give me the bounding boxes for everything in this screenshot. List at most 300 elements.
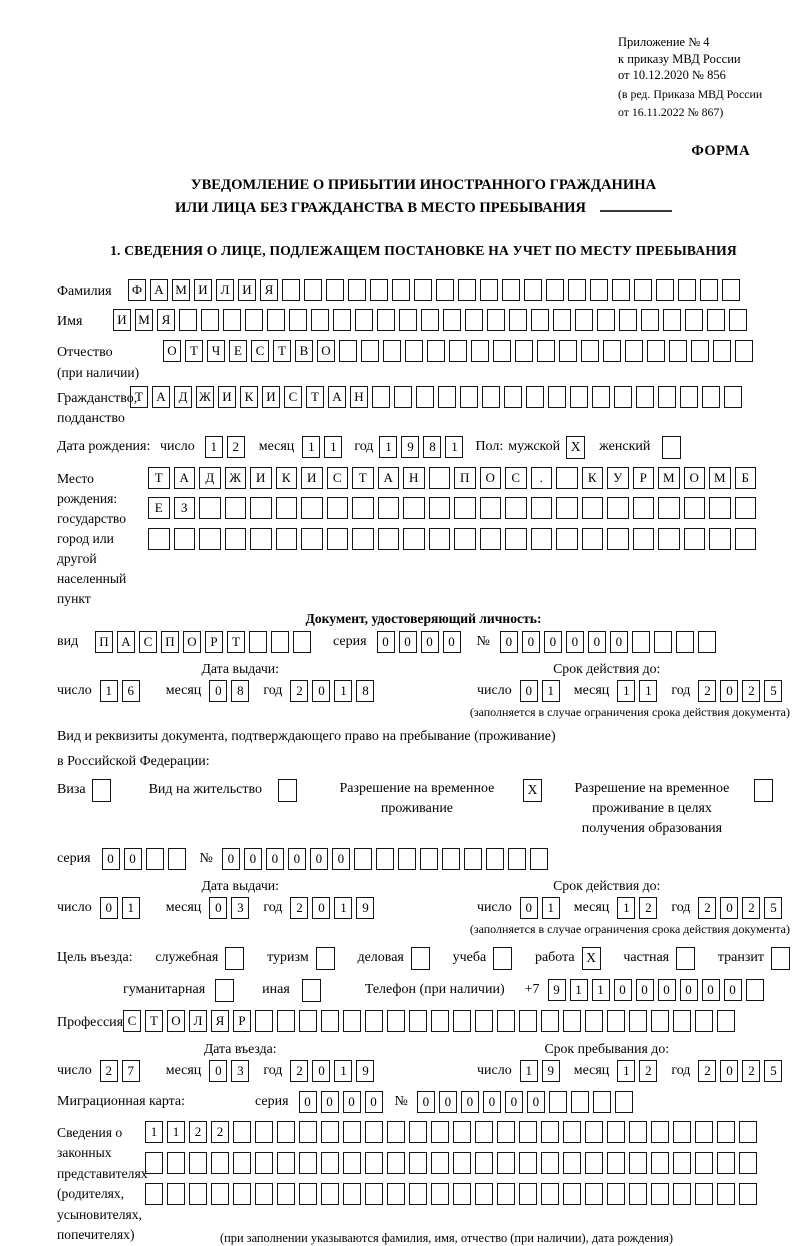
char-cell[interactable]: 6 (122, 680, 140, 702)
char-cell[interactable]: А (150, 279, 168, 301)
char-cell[interactable] (255, 1183, 273, 1205)
char-cell[interactable] (321, 1183, 339, 1205)
char-cell[interactable]: 0 (658, 979, 676, 1001)
char-cell[interactable] (585, 1183, 603, 1205)
char-cell[interactable] (199, 528, 221, 550)
char-cell[interactable] (301, 497, 323, 519)
migration-series-input[interactable] (299, 1091, 387, 1113)
char-cell[interactable] (299, 1121, 317, 1143)
char-cell[interactable] (301, 528, 323, 550)
char-cell[interactable] (722, 279, 740, 301)
char-cell[interactable] (148, 528, 170, 550)
char-cell[interactable]: 8 (231, 680, 249, 702)
char-cell[interactable] (225, 528, 247, 550)
char-cell[interactable] (636, 386, 654, 408)
char-cell[interactable]: 0 (588, 631, 606, 653)
char-cell[interactable] (519, 1121, 537, 1143)
stay-issue-day[interactable] (100, 897, 144, 919)
char-cell[interactable] (339, 340, 357, 362)
char-cell[interactable] (277, 1010, 295, 1032)
char-cell[interactable] (629, 1183, 647, 1205)
char-cell[interactable] (700, 279, 718, 301)
char-cell[interactable] (531, 309, 549, 331)
char-cell[interactable]: О (183, 631, 201, 653)
char-cell[interactable] (409, 1121, 427, 1143)
char-cell[interactable] (549, 1091, 567, 1113)
char-cell[interactable] (392, 279, 410, 301)
char-cell[interactable] (633, 528, 655, 550)
char-cell[interactable] (680, 386, 698, 408)
char-cell[interactable]: 7 (122, 1060, 140, 1082)
char-cell[interactable] (537, 340, 555, 362)
char-cell[interactable] (250, 528, 272, 550)
char-cell[interactable]: 1 (205, 436, 223, 458)
char-cell[interactable] (454, 497, 476, 519)
char-cell[interactable]: З (174, 497, 196, 519)
char-cell[interactable] (475, 1010, 493, 1032)
char-cell[interactable] (651, 1183, 669, 1205)
char-cell[interactable] (607, 1183, 625, 1205)
char-cell[interactable] (556, 528, 578, 550)
doc-kind-input[interactable] (95, 631, 315, 653)
char-cell[interactable] (497, 1010, 515, 1032)
char-cell[interactable]: 3 (231, 1060, 249, 1082)
char-cell[interactable] (378, 528, 400, 550)
char-cell[interactable] (739, 1121, 757, 1143)
char-cell[interactable] (299, 1183, 317, 1205)
char-cell[interactable]: Е (148, 497, 170, 519)
char-cell[interactable] (509, 309, 527, 331)
char-cell[interactable] (365, 1183, 383, 1205)
char-cell[interactable]: И (194, 279, 212, 301)
char-cell[interactable] (709, 528, 731, 550)
char-cell[interactable] (453, 1010, 471, 1032)
char-cell[interactable] (556, 497, 578, 519)
char-cell[interactable]: Т (130, 386, 148, 408)
char-cell[interactable]: 0 (461, 1091, 479, 1113)
char-cell[interactable]: 0 (520, 897, 538, 919)
char-cell[interactable] (249, 631, 267, 653)
char-cell[interactable] (571, 1091, 589, 1113)
char-cell[interactable]: 0 (614, 979, 632, 1001)
char-cell[interactable] (289, 309, 307, 331)
char-cell[interactable] (355, 309, 373, 331)
char-cell[interactable]: 2 (100, 1060, 118, 1082)
char-cell[interactable] (735, 497, 757, 519)
purpose-other-checkbox[interactable] (302, 979, 321, 1002)
char-cell[interactable] (442, 848, 460, 870)
char-cell[interactable] (585, 1121, 603, 1143)
char-cell[interactable] (541, 1010, 559, 1032)
char-cell[interactable] (255, 1121, 273, 1143)
char-cell[interactable]: Т (306, 386, 324, 408)
char-cell[interactable]: И (262, 386, 280, 408)
char-cell[interactable] (431, 1183, 449, 1205)
purpose-study-checkbox[interactable] (493, 947, 512, 970)
char-cell[interactable] (250, 497, 272, 519)
char-cell[interactable] (458, 279, 476, 301)
char-cell[interactable]: 0 (720, 1060, 738, 1082)
char-cell[interactable] (592, 386, 610, 408)
char-cell[interactable] (531, 497, 553, 519)
char-cell[interactable] (465, 309, 483, 331)
char-cell[interactable] (607, 528, 629, 550)
char-cell[interactable]: 0 (417, 1091, 435, 1113)
char-cell[interactable] (702, 386, 720, 408)
char-cell[interactable] (559, 340, 577, 362)
char-cell[interactable] (414, 279, 432, 301)
temp-residence-edu-checkbox[interactable] (754, 779, 773, 802)
char-cell[interactable] (387, 1183, 405, 1205)
char-cell[interactable]: 0 (724, 979, 742, 1001)
char-cell[interactable] (593, 1091, 611, 1113)
char-cell[interactable] (581, 340, 599, 362)
char-cell[interactable]: 1 (324, 436, 342, 458)
char-cell[interactable]: 2 (639, 1060, 657, 1082)
char-cell[interactable] (607, 497, 629, 519)
birth-place-input-row3[interactable] (148, 528, 760, 550)
char-cell[interactable]: . (531, 467, 553, 489)
char-cell[interactable] (619, 309, 637, 331)
char-cell[interactable]: 0 (636, 979, 654, 1001)
char-cell[interactable]: 0 (310, 848, 328, 870)
char-cell[interactable]: Н (350, 386, 368, 408)
char-cell[interactable] (394, 386, 412, 408)
char-cell[interactable]: 0 (332, 848, 350, 870)
char-cell[interactable]: И (218, 386, 236, 408)
char-cell[interactable] (612, 279, 630, 301)
char-cell[interactable] (403, 497, 425, 519)
char-cell[interactable] (233, 1183, 251, 1205)
char-cell[interactable] (245, 309, 263, 331)
char-cell[interactable]: 2 (290, 1060, 308, 1082)
char-cell[interactable]: 0 (520, 680, 538, 702)
char-cell[interactable]: Д (199, 467, 221, 489)
char-cell[interactable]: 1 (592, 979, 610, 1001)
char-cell[interactable] (695, 1121, 713, 1143)
char-cell[interactable]: 0 (702, 979, 720, 1001)
char-cell[interactable]: 9 (548, 979, 566, 1001)
char-cell[interactable]: 0 (377, 631, 395, 653)
char-cell[interactable]: 0 (610, 631, 628, 653)
char-cell[interactable]: Р (233, 1010, 251, 1032)
char-cell[interactable]: 0 (244, 848, 262, 870)
char-cell[interactable] (669, 340, 687, 362)
char-cell[interactable] (421, 309, 439, 331)
char-cell[interactable]: О (167, 1010, 185, 1032)
char-cell[interactable] (563, 1183, 581, 1205)
char-cell[interactable]: 0 (288, 848, 306, 870)
char-cell[interactable]: 0 (720, 680, 738, 702)
char-cell[interactable]: 1 (542, 680, 560, 702)
char-cell[interactable] (449, 340, 467, 362)
char-cell[interactable] (691, 340, 709, 362)
char-cell[interactable] (698, 631, 716, 653)
char-cell[interactable]: 1 (617, 680, 635, 702)
char-cell[interactable] (651, 1121, 669, 1143)
char-cell[interactable] (575, 309, 593, 331)
char-cell[interactable]: Я (157, 309, 175, 331)
char-cell[interactable] (563, 1121, 581, 1143)
purpose-tourism-checkbox[interactable] (316, 947, 335, 970)
char-cell[interactable]: С (251, 340, 269, 362)
char-cell[interactable]: 1 (445, 436, 463, 458)
char-cell[interactable] (735, 340, 753, 362)
char-cell[interactable]: У (607, 467, 629, 489)
char-cell[interactable] (352, 528, 374, 550)
char-cell[interactable] (582, 528, 604, 550)
char-cell[interactable]: 0 (443, 631, 461, 653)
char-cell[interactable] (429, 497, 451, 519)
doc-issue-month[interactable] (209, 680, 253, 702)
char-cell[interactable]: 0 (102, 848, 120, 870)
char-cell[interactable]: 5 (764, 897, 782, 919)
char-cell[interactable] (326, 279, 344, 301)
char-cell[interactable] (333, 309, 351, 331)
char-cell[interactable] (656, 279, 674, 301)
char-cell[interactable] (505, 528, 527, 550)
char-cell[interactable]: Т (352, 467, 374, 489)
char-cell[interactable] (282, 279, 300, 301)
char-cell[interactable] (729, 309, 747, 331)
stay-valid-day[interactable] (520, 897, 564, 919)
char-cell[interactable] (354, 848, 372, 870)
char-cell[interactable] (676, 631, 694, 653)
char-cell[interactable]: 1 (639, 680, 657, 702)
char-cell[interactable] (717, 1121, 735, 1143)
char-cell[interactable]: 1 (379, 436, 397, 458)
char-cell[interactable]: Р (205, 631, 223, 653)
char-cell[interactable]: К (240, 386, 258, 408)
char-cell[interactable]: 9 (356, 897, 374, 919)
char-cell[interactable] (658, 497, 680, 519)
birth-year-input[interactable] (379, 436, 467, 458)
char-cell[interactable]: Д (174, 386, 192, 408)
char-cell[interactable]: 0 (343, 1091, 361, 1113)
char-cell[interactable]: 1 (334, 1060, 352, 1082)
char-cell[interactable] (167, 1183, 185, 1205)
char-cell[interactable]: 9 (542, 1060, 560, 1082)
char-cell[interactable] (277, 1121, 295, 1143)
birth-place-input-row1[interactable] (148, 467, 760, 489)
char-cell[interactable]: 8 (356, 680, 374, 702)
purpose-private-checkbox[interactable] (676, 947, 695, 970)
char-cell[interactable] (673, 1183, 691, 1205)
char-cell[interactable] (629, 1121, 647, 1143)
doc-valid-day[interactable] (520, 680, 564, 702)
char-cell[interactable]: 0 (222, 848, 240, 870)
char-cell[interactable]: 0 (100, 897, 118, 919)
char-cell[interactable]: 1 (122, 897, 140, 919)
char-cell[interactable]: П (454, 467, 476, 489)
char-cell[interactable]: Е (229, 340, 247, 362)
char-cell[interactable] (348, 279, 366, 301)
char-cell[interactable]: 0 (209, 897, 227, 919)
doc-series-input[interactable] (377, 631, 465, 653)
char-cell[interactable] (168, 848, 186, 870)
char-cell[interactable]: 1 (145, 1121, 163, 1143)
char-cell[interactable]: Р (633, 467, 655, 489)
char-cell[interactable]: 0 (209, 680, 227, 702)
char-cell[interactable]: 1 (617, 1060, 635, 1082)
phone-input[interactable] (548, 979, 768, 1001)
char-cell[interactable] (377, 309, 395, 331)
char-cell[interactable] (615, 1091, 633, 1113)
char-cell[interactable]: 5 (764, 680, 782, 702)
char-cell[interactable] (570, 386, 588, 408)
char-cell[interactable]: Т (227, 631, 245, 653)
char-cell[interactable] (508, 848, 526, 870)
char-cell[interactable]: 2 (698, 680, 716, 702)
char-cell[interactable] (383, 340, 401, 362)
stay-until-month[interactable] (617, 1060, 661, 1082)
char-cell[interactable]: 8 (423, 436, 441, 458)
char-cell[interactable] (378, 497, 400, 519)
entry-month[interactable] (209, 1060, 253, 1082)
char-cell[interactable] (454, 528, 476, 550)
char-cell[interactable]: Ф (128, 279, 146, 301)
doc-issue-day[interactable] (100, 680, 144, 702)
char-cell[interactable] (416, 386, 434, 408)
char-cell[interactable] (582, 497, 604, 519)
char-cell[interactable] (464, 848, 482, 870)
char-cell[interactable] (436, 279, 454, 301)
char-cell[interactable]: 0 (209, 1060, 227, 1082)
char-cell[interactable] (343, 1183, 361, 1205)
temp-residence-checkbox[interactable]: X (523, 779, 542, 802)
char-cell[interactable]: Л (216, 279, 234, 301)
char-cell[interactable]: 1 (570, 979, 588, 1001)
char-cell[interactable]: Б (735, 467, 757, 489)
char-cell[interactable] (497, 1183, 515, 1205)
char-cell[interactable] (515, 340, 533, 362)
char-cell[interactable]: С (327, 467, 349, 489)
doc-valid-month[interactable] (617, 680, 661, 702)
char-cell[interactable] (293, 631, 311, 653)
char-cell[interactable] (497, 1121, 515, 1143)
stay-number-input[interactable] (222, 848, 552, 870)
stay-issue-year[interactable] (290, 897, 378, 919)
char-cell[interactable] (553, 309, 571, 331)
stay-valid-month[interactable] (617, 897, 661, 919)
char-cell[interactable] (304, 279, 322, 301)
char-cell[interactable]: 5 (764, 1060, 782, 1082)
char-cell[interactable] (739, 1183, 757, 1205)
char-cell[interactable] (429, 467, 451, 489)
char-cell[interactable] (233, 1121, 251, 1143)
char-cell[interactable] (641, 309, 659, 331)
char-cell[interactable] (530, 848, 548, 870)
char-cell[interactable]: К (582, 467, 604, 489)
char-cell[interactable] (519, 1183, 537, 1205)
char-cell[interactable] (352, 497, 374, 519)
char-cell[interactable]: 1 (334, 680, 352, 702)
char-cell[interactable] (504, 386, 522, 408)
stay-until-day[interactable] (520, 1060, 564, 1082)
char-cell[interactable] (475, 1121, 493, 1143)
char-cell[interactable] (486, 848, 504, 870)
representatives-input-row1[interactable] (145, 1121, 761, 1143)
char-cell[interactable]: 0 (365, 1091, 383, 1113)
char-cell[interactable] (361, 340, 379, 362)
char-cell[interactable]: Т (273, 340, 291, 362)
char-cell[interactable] (387, 1121, 405, 1143)
char-cell[interactable] (548, 386, 566, 408)
char-cell[interactable]: И (238, 279, 256, 301)
sex-male-checkbox[interactable]: X (566, 436, 585, 459)
char-cell[interactable] (387, 1010, 405, 1032)
char-cell[interactable]: 2 (290, 680, 308, 702)
char-cell[interactable]: 0 (500, 631, 518, 653)
char-cell[interactable] (399, 309, 417, 331)
purpose-transit-checkbox[interactable] (771, 947, 790, 970)
visa-checkbox[interactable] (92, 779, 111, 802)
char-cell[interactable]: Ж (225, 467, 247, 489)
char-cell[interactable]: 2 (227, 436, 245, 458)
char-cell[interactable]: 1 (542, 897, 560, 919)
birth-place-input-row2[interactable] (148, 497, 760, 519)
char-cell[interactable] (735, 528, 757, 550)
char-cell[interactable]: 0 (522, 631, 540, 653)
char-cell[interactable]: А (378, 467, 400, 489)
stay-issue-month[interactable] (209, 897, 253, 919)
migration-number-input[interactable] (417, 1091, 637, 1113)
char-cell[interactable]: И (301, 467, 323, 489)
char-cell[interactable]: М (172, 279, 190, 301)
residence-permit-checkbox[interactable] (278, 779, 297, 802)
char-cell[interactable] (531, 528, 553, 550)
char-cell[interactable] (524, 279, 542, 301)
char-cell[interactable]: 2 (698, 1060, 716, 1082)
char-cell[interactable]: 0 (312, 897, 330, 919)
char-cell[interactable] (625, 340, 643, 362)
char-cell[interactable] (546, 279, 564, 301)
char-cell[interactable]: С (284, 386, 302, 408)
char-cell[interactable] (585, 1010, 603, 1032)
char-cell[interactable]: Ж (196, 386, 214, 408)
char-cell[interactable] (634, 279, 652, 301)
char-cell[interactable] (654, 631, 672, 653)
char-cell[interactable] (684, 497, 706, 519)
char-cell[interactable] (568, 279, 586, 301)
doc-issue-year[interactable] (290, 680, 378, 702)
char-cell[interactable] (409, 1183, 427, 1205)
char-cell[interactable]: 2 (189, 1121, 207, 1143)
stay-valid-year[interactable] (698, 897, 786, 919)
birth-month-input[interactable] (302, 436, 346, 458)
char-cell[interactable]: 0 (544, 631, 562, 653)
char-cell[interactable] (146, 848, 164, 870)
char-cell[interactable] (651, 1010, 669, 1032)
char-cell[interactable] (311, 309, 329, 331)
char-cell[interactable] (276, 497, 298, 519)
char-cell[interactable] (438, 386, 456, 408)
char-cell[interactable]: 0 (321, 1091, 339, 1113)
char-cell[interactable]: С (139, 631, 157, 653)
char-cell[interactable]: К (276, 467, 298, 489)
char-cell[interactable] (607, 1121, 625, 1143)
char-cell[interactable]: М (658, 467, 680, 489)
char-cell[interactable] (482, 386, 500, 408)
char-cell[interactable] (647, 340, 665, 362)
char-cell[interactable]: 0 (312, 1060, 330, 1082)
char-cell[interactable]: 2 (742, 897, 760, 919)
char-cell[interactable] (658, 386, 676, 408)
purpose-work-checkbox[interactable]: X (582, 947, 601, 970)
char-cell[interactable] (343, 1121, 361, 1143)
char-cell[interactable]: А (117, 631, 135, 653)
char-cell[interactable]: 0 (680, 979, 698, 1001)
